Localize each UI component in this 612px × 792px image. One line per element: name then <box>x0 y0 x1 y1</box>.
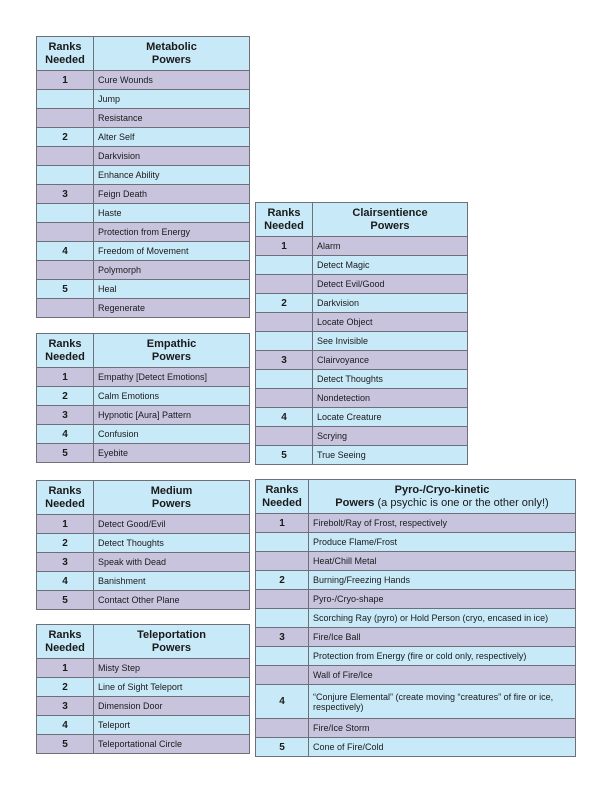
table-row <box>37 280 250 299</box>
ranks-needed-header <box>37 37 94 71</box>
rank-cell: 1 <box>37 659 94 678</box>
rank-cell <box>256 313 313 332</box>
rank-cell <box>37 299 94 318</box>
table-row <box>37 534 250 553</box>
ranks-header-line2: Needed <box>45 641 85 654</box>
table-row <box>256 237 468 256</box>
power-cell: Clairvoyance <box>313 351 468 370</box>
table-row <box>256 571 576 590</box>
rank-cell <box>256 609 309 628</box>
table-row <box>37 128 250 147</box>
rank-cell: 2 <box>256 294 313 313</box>
power-cell: Polymorph <box>94 261 250 280</box>
table-title-line1: Metabolic <box>146 40 197 53</box>
rank-cell <box>256 647 309 666</box>
table-row <box>37 444 250 463</box>
power-cell: Darkvision <box>94 147 250 166</box>
table-title-header <box>309 480 576 514</box>
ranks-header-line1: Ranks <box>48 337 82 350</box>
rank-cell: 3 <box>37 697 94 716</box>
power-cell: Jump <box>94 90 250 109</box>
table-row <box>37 185 250 204</box>
table-title-line1: Teleportation <box>137 628 206 641</box>
table-row <box>256 427 468 446</box>
power-cell: Regenerate <box>94 299 250 318</box>
rank-cell: 5 <box>37 280 94 299</box>
table-row <box>37 261 250 280</box>
rank-cell: 4 <box>37 242 94 261</box>
ranks-needed-header <box>256 480 309 514</box>
ranks-header-line2: Needed <box>262 496 302 509</box>
table-title-line2: Powers <box>335 496 375 509</box>
table-title-header <box>94 37 250 71</box>
power-cell: Firebolt/Ray of Frost, respectively <box>309 514 576 533</box>
table-row <box>256 446 468 465</box>
table-row <box>37 387 250 406</box>
table-row <box>37 90 250 109</box>
rank-cell: 2 <box>37 678 94 697</box>
rank-cell: 3 <box>37 553 94 572</box>
power-cell: Darkvision <box>313 294 468 313</box>
power-cell: Misty Step <box>94 659 250 678</box>
rank-cell <box>37 166 94 185</box>
power-cell: Heal <box>94 280 250 299</box>
power-cell: Calm Emotions <box>94 387 250 406</box>
rank-cell <box>256 389 313 408</box>
table-row <box>37 697 250 716</box>
ranks-header-line1: Ranks <box>48 484 82 497</box>
power-cell: Contact Other Plane <box>94 591 250 610</box>
table-row <box>256 533 576 552</box>
power-cell: Teleport <box>94 716 250 735</box>
table-row <box>37 147 250 166</box>
metabolic-powers-table <box>36 36 250 318</box>
table-row <box>37 515 250 534</box>
table-row <box>256 351 468 370</box>
power-cell: Pyro-/Cryo-shape <box>309 590 576 609</box>
rank-cell <box>37 90 94 109</box>
ranks-header-line1: Ranks <box>48 40 82 53</box>
power-cell: Speak with Dead <box>94 553 250 572</box>
power-cell: Produce Flame/Frost <box>309 533 576 552</box>
table-row <box>256 552 576 571</box>
rank-cell: 5 <box>37 444 94 463</box>
table-row <box>37 678 250 697</box>
table-row <box>37 425 250 444</box>
rank-cell <box>256 719 309 738</box>
rank-cell: 4 <box>256 408 313 427</box>
power-cell: Teleportational Circle <box>94 735 250 754</box>
table-title-line2: Powers <box>151 350 192 363</box>
rank-cell: 1 <box>37 515 94 534</box>
table-row <box>256 514 576 533</box>
power-cell: Alarm <box>313 237 468 256</box>
table-title-line1: Medium <box>150 484 193 497</box>
rank-cell: 4 <box>37 425 94 444</box>
table-row <box>256 370 468 389</box>
rank-cell: 3 <box>37 406 94 425</box>
rank-cell: 3 <box>256 628 309 647</box>
rank-cell: 3 <box>256 351 313 370</box>
table-title-header <box>94 481 250 515</box>
power-cell: True Seeing <box>313 446 468 465</box>
power-cell: Scrying <box>313 427 468 446</box>
power-cell: Hypnotic [Aura] Pattern <box>94 406 250 425</box>
table-row <box>37 299 250 318</box>
power-cell: Feign Death <box>94 185 250 204</box>
rank-cell: 3 <box>37 185 94 204</box>
table-row <box>37 166 250 185</box>
ranks-header-line2: Needed <box>45 497 85 510</box>
ranks-header-line1: Ranks <box>267 206 301 219</box>
power-cell: Haste <box>94 204 250 223</box>
power-cell: Freedom of Movement <box>94 242 250 261</box>
ranks-header-line2: Needed <box>45 350 85 363</box>
ranks-needed-header <box>256 203 313 237</box>
table-row <box>256 628 576 647</box>
rank-cell <box>256 427 313 446</box>
power-cell: Heat/Chill Metal <box>309 552 576 571</box>
table-title-line2: Powers <box>370 219 410 232</box>
ranks-needed-header <box>37 625 94 659</box>
power-cell: Fire/Ice Ball <box>309 628 576 647</box>
table-title-line1: Pyro-/Cryo-kinetic <box>394 483 490 496</box>
power-cell: Cone of Fire/Cold <box>309 738 576 757</box>
power-cell: Detect Magic <box>313 256 468 275</box>
table-row <box>256 609 576 628</box>
rank-cell: 1 <box>37 368 94 387</box>
clairsentience-powers-table <box>255 202 468 465</box>
table-row <box>37 659 250 678</box>
table-row <box>256 332 468 351</box>
table-row <box>256 389 468 408</box>
power-cell: Cure Wounds <box>94 71 250 90</box>
rank-cell: 1 <box>256 237 313 256</box>
rank-cell: 2 <box>37 128 94 147</box>
pyro-cryo-kinetic-powers-table <box>255 479 576 757</box>
table-row <box>256 408 468 427</box>
rank-cell <box>256 590 309 609</box>
rank-cell: 4 <box>37 572 94 591</box>
table-row <box>37 553 250 572</box>
table-title-line2: Powers <box>151 53 192 66</box>
rank-cell <box>37 147 94 166</box>
power-cell: Eyebite <box>94 444 250 463</box>
ranks-needed-header <box>37 334 94 368</box>
power-cell: Dimension Door <box>94 697 250 716</box>
power-cell: See Invisible <box>313 332 468 351</box>
rank-cell: 5 <box>256 738 309 757</box>
rank-cell <box>37 261 94 280</box>
rank-cell <box>256 666 309 685</box>
power-cell: Locate Object <box>313 313 468 332</box>
power-cell: Alter Self <box>94 128 250 147</box>
rank-cell <box>37 109 94 128</box>
rank-cell: 1 <box>37 71 94 90</box>
power-cell: Detect Thoughts <box>94 534 250 553</box>
rank-cell <box>256 370 313 389</box>
power-cell: Resistance <box>94 109 250 128</box>
ranks-header-line2: Needed <box>264 219 304 232</box>
rank-cell <box>256 533 309 552</box>
table-row <box>256 666 576 685</box>
table-row <box>37 71 250 90</box>
teleportation-powers-table <box>36 624 250 754</box>
rank-cell: 5 <box>37 735 94 754</box>
table-row <box>256 275 468 294</box>
rank-cell: 5 <box>256 446 313 465</box>
table-title-line2: Powers <box>151 641 192 654</box>
table-title-header <box>94 334 250 368</box>
power-cell: Fire/Ice Storm <box>309 719 576 738</box>
power-cell: Empathy [Detect Emotions] <box>94 368 250 387</box>
table-title-line1: Clairsentience <box>352 206 428 219</box>
power-cell: Wall of Fire/Ice <box>309 666 576 685</box>
rank-cell: 1 <box>256 514 309 533</box>
power-cell: Burning/Freezing Hands <box>309 571 576 590</box>
rank-cell <box>256 332 313 351</box>
rank-cell <box>256 552 309 571</box>
table-title-header <box>94 625 250 659</box>
power-cell: Confusion <box>94 425 250 444</box>
table-title-header <box>313 203 468 237</box>
rank-cell: 2 <box>37 387 94 406</box>
table-row <box>256 256 468 275</box>
table-row <box>37 109 250 128</box>
table-row <box>256 685 576 719</box>
ranks-needed-header <box>37 481 94 515</box>
rank-cell: 2 <box>256 571 309 590</box>
ranks-header-line1: Ranks <box>48 628 82 641</box>
ranks-header-line1: Ranks <box>265 483 299 496</box>
empathic-powers-table <box>36 333 250 463</box>
power-cell: “Conjure Elemental” (create moving “creatures” of fire or ice, respectively) <box>309 685 576 719</box>
table-row <box>37 735 250 754</box>
table-row <box>37 716 250 735</box>
table-row <box>37 368 250 387</box>
table-title-line2: Powers <box>151 497 192 510</box>
power-cell: Detect Evil/Good <box>313 275 468 294</box>
table-row <box>256 719 576 738</box>
table-title-line1: Empathic <box>146 337 197 350</box>
table-row <box>37 406 250 425</box>
table-row <box>256 294 468 313</box>
table-row <box>256 313 468 332</box>
power-cell: Nondetection <box>313 389 468 408</box>
table-row <box>37 572 250 591</box>
rank-cell <box>37 223 94 242</box>
power-cell: Banishment <box>94 572 250 591</box>
rank-cell: 2 <box>37 534 94 553</box>
rank-cell: 5 <box>37 591 94 610</box>
power-cell: Protection from Energy (fire or cold only, respectively) <box>309 647 576 666</box>
rank-cell: 4 <box>37 716 94 735</box>
medium-powers-table <box>36 480 250 610</box>
table-title-note: (a psychic is one or the other only!) <box>377 496 549 509</box>
table-row <box>37 591 250 610</box>
rank-cell: 4 <box>256 685 309 719</box>
ranks-header-line2: Needed <box>45 53 85 66</box>
power-cell: Protection from Energy <box>94 223 250 242</box>
table-row <box>37 223 250 242</box>
power-cell: Line of Sight Teleport <box>94 678 250 697</box>
power-cell: Enhance Ability <box>94 166 250 185</box>
table-row <box>256 738 576 757</box>
rank-cell <box>37 204 94 223</box>
power-cell: Scorching Ray (pyro) or Hold Person (cryo, encased in ice) <box>309 609 576 628</box>
table-row <box>37 242 250 261</box>
table-row <box>256 590 576 609</box>
power-cell: Detect Thoughts <box>313 370 468 389</box>
table-row <box>37 204 250 223</box>
rank-cell <box>256 275 313 294</box>
rank-cell <box>256 256 313 275</box>
power-cell: Detect Good/Evil <box>94 515 250 534</box>
power-cell: Locate Creature <box>313 408 468 427</box>
table-row <box>256 647 576 666</box>
